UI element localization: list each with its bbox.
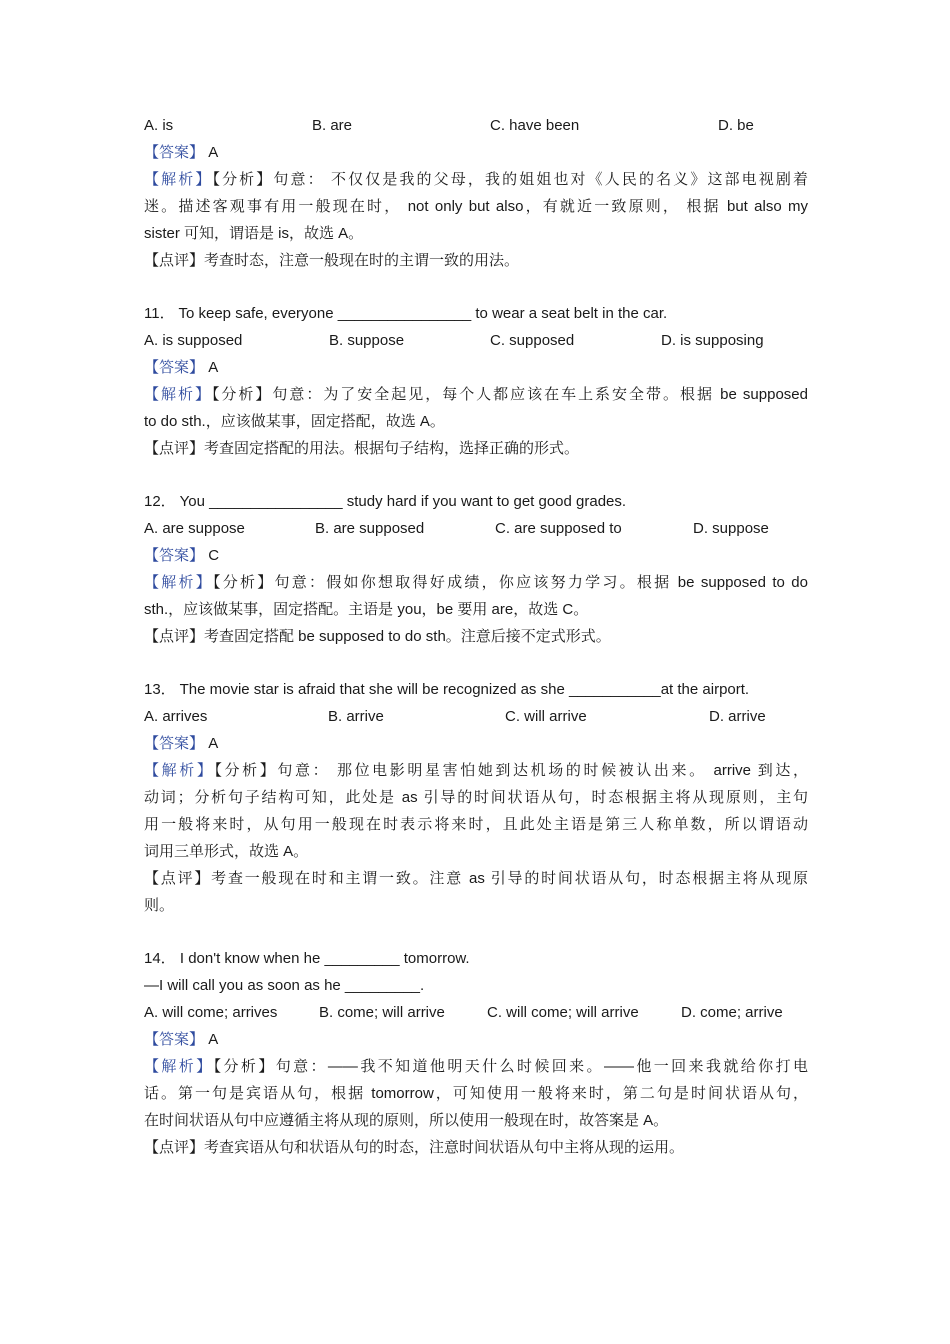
q12-option-a: A. are suppose: [144, 520, 245, 537]
answer-value: C: [208, 547, 220, 564]
q13-analysis-line: 用一般将来时，从句用一般现在时表示将来时，且此处主语是第三人称单数，所以谓语动: [144, 816, 808, 833]
q10-option-b: B. are: [312, 117, 353, 134]
q14-analysis-line: [144, 1053, 808, 1080]
q14-option-a: A. will come; arrives: [144, 1004, 278, 1021]
q13-option-c: C. will arrive: [505, 708, 587, 725]
q13-answer: [144, 730, 808, 757]
answer-tag: 【答案】: [144, 359, 205, 376]
q12-options: [144, 515, 808, 542]
q11-options: [144, 327, 808, 354]
q11-analysis-line: [144, 381, 808, 408]
q14-analysis-line: 在时间状语从句中应遵循主将从现的原则，所以使用一般现在时，故答案是 A。: [144, 1112, 669, 1129]
document-page: [144, 112, 808, 1161]
q10-answer: [144, 139, 808, 166]
q14-option-b: B. come; will arrive: [319, 1004, 445, 1021]
question-number: 12．: [144, 493, 176, 510]
answer-value: A: [208, 735, 219, 752]
question-text: The movie star is afraid that she will be recognized as she ___________at the airport.: [179, 681, 750, 698]
q14-option-c: C. will come; will arrive: [487, 1004, 639, 1021]
q13-analysis-line: 动词；分析句子结构可知，此处是 as 引导的时间状语从句，时态根据主将从现原则，主句: [144, 789, 808, 806]
q13-option-b: B. arrive: [328, 708, 384, 725]
question-number: 11．: [144, 305, 175, 322]
analysis-text: 【分析】句意：假如你想取得好成绩，你应该努力学习。根据 be supposed to do: [213, 574, 808, 591]
q13-analysis-line: [144, 757, 808, 784]
answer-value: A: [208, 359, 219, 376]
analysis-tag: 【解析】: [144, 574, 214, 591]
analysis-text: 【分析】句意：——我不知道他明天什么时候回来。——他一回来我就给你打电: [213, 1058, 808, 1075]
answer-tag: 【答案】: [144, 144, 205, 161]
q12-option-c: C. are supposed to: [495, 520, 622, 537]
q10-option-d: D. be: [718, 117, 754, 134]
q10-analysis-line: sister 可知，谓语是 is，故选 A。: [144, 225, 364, 242]
q14-question-line2: —I will call you as soon as he _________.: [144, 977, 425, 994]
q14-question: [144, 945, 808, 972]
answer-value: A: [208, 1031, 219, 1048]
q13-options: [144, 703, 808, 730]
analysis-tag: 【解析】: [144, 1058, 214, 1075]
q11-comment: 【点评】考查固定搭配的用法。根据句子结构，选择正确的形式。: [144, 440, 580, 457]
answer-tag: 【答案】: [144, 1031, 205, 1048]
q10-options: [144, 112, 808, 139]
q14-analysis-line: 话。第一句是宾语从句，根据 tomorrow，可知使用一般将来时，第二句是时间状语从句，: [144, 1085, 808, 1102]
q10-option-a: A. is: [144, 117, 174, 134]
q14-option-d: D. come; arrive: [681, 1004, 783, 1021]
q12-comment: 【点评】考查固定搭配 be supposed to do sth。注意后接不定式形式。: [144, 628, 611, 645]
analysis-text: 【分析】句意： 不仅仅是我的父母，我的姐姐也对《人民的名义》这部电视剧着: [212, 171, 808, 188]
q13-analysis-line: 词用三单形式，故选 A。: [144, 843, 309, 860]
question-text: To keep safe, everyone ________________ to wear a seat belt in the car.: [178, 305, 668, 322]
q14-answer: [144, 1026, 808, 1053]
q13-comment: 则。: [144, 897, 175, 914]
q12-answer: [144, 542, 808, 569]
analysis-text: 【分析】句意：为了安全起见，每个人都应该在车上系安全带。根据 be supposed: [211, 386, 808, 403]
question-text: You ________________ study hard if you want to get good grades.: [179, 493, 627, 510]
q11-answer: [144, 354, 808, 381]
q11-option-b: B. suppose: [329, 332, 405, 349]
question-number: 13．: [144, 681, 176, 698]
q13-question: [144, 676, 808, 703]
q12-question: [144, 488, 808, 515]
q10-analysis-line: 迷。描述客观事有用一般现在时， not only but also，有就近一致原则， 根据 but also my: [144, 198, 808, 215]
q13-comment: 【点评】考查一般现在时和主谓一致。注意 as 引导的时间状语从句，时态根据主将从现原: [144, 870, 808, 887]
q10-analysis-line: [144, 166, 808, 193]
q11-option-a: A. is supposed: [144, 332, 243, 349]
q12-analysis-line: [144, 569, 808, 596]
analysis-tag: 【解析】: [144, 171, 213, 188]
question-text: I don't know when he _________ tomorrow.: [179, 950, 470, 967]
q11-option-d: D. is supposing: [661, 332, 764, 349]
q13-option-a: A. arrives: [144, 708, 208, 725]
q10-comment: 【点评】考查时态，注意一般现在时的主谓一致的用法。: [144, 252, 520, 269]
question-number: 14．: [144, 950, 176, 967]
q10-option-c: C. have been: [490, 117, 580, 134]
q11-question: [144, 300, 808, 327]
q11-analysis-line: to do sth.，应该做某事，固定搭配，故选 A。: [144, 413, 445, 430]
answer-tag: 【答案】: [144, 547, 205, 564]
q13-option-d: D. arrive: [709, 708, 766, 725]
q11-option-c: C. supposed: [490, 332, 575, 349]
analysis-tag: 【解析】: [144, 762, 215, 779]
q12-analysis-line: sth.，应该做某事，固定搭配。主语是 you，be 要用 are，故选 C。: [144, 601, 589, 618]
analysis-text: 【分析】句意： 那位电影明星害怕她到达机场的时候被认出来。 arrive 到达，: [214, 762, 808, 779]
q14-options: [144, 999, 808, 1026]
q14-comment: 【点评】考查宾语从句和状语从句的时态，注意时间状语从句中主将从现的运用。: [144, 1139, 685, 1156]
answer-value: A: [208, 144, 219, 161]
q12-option-d: D. suppose: [693, 520, 769, 537]
analysis-tag: 【解析】: [144, 386, 212, 403]
answer-tag: 【答案】: [144, 735, 205, 752]
q12-option-b: B. are supposed: [315, 520, 425, 537]
